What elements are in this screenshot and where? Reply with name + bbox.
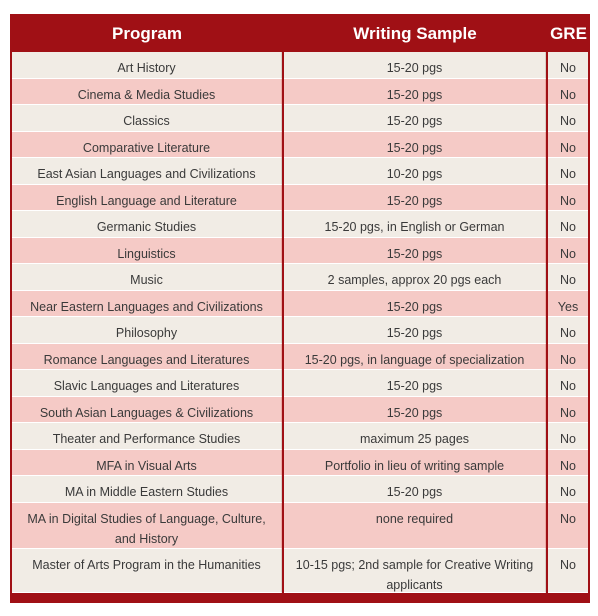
cell-writing-sample: 15-20 pgs bbox=[284, 52, 546, 79]
cell-writing-sample: 10-20 pgs bbox=[284, 158, 546, 185]
cell-writing-sample: 15-20 pgs, in language of specialization bbox=[284, 344, 546, 371]
cell-program: English Language and Literature bbox=[12, 185, 282, 212]
cell-program: Philosophy bbox=[12, 317, 282, 344]
cell-program: Music bbox=[12, 264, 282, 291]
cell-gre: No bbox=[548, 211, 588, 238]
cell-writing-sample: 15-20 pgs bbox=[284, 397, 546, 424]
cell-gre: No bbox=[548, 370, 588, 397]
cell-program: Linguistics bbox=[12, 238, 282, 265]
table-row bbox=[12, 52, 588, 79]
cell-writing-sample: 15-20 pgs bbox=[284, 132, 546, 159]
table-row bbox=[12, 132, 588, 159]
cell-gre: No bbox=[548, 79, 588, 106]
cell-writing-sample: 15-20 pgs bbox=[284, 291, 546, 318]
cell-program: Theater and Performance Studies bbox=[12, 423, 282, 450]
table-row bbox=[12, 549, 588, 593]
cell-writing-sample: 15-20 pgs bbox=[284, 317, 546, 344]
table-row bbox=[12, 450, 588, 477]
cell-program: East Asian Languages and Civilizations bbox=[12, 158, 282, 185]
header-program: Program bbox=[112, 24, 182, 43]
cell-writing-sample: none required bbox=[284, 503, 546, 549]
cell-gre: No bbox=[548, 132, 588, 159]
cell-writing-sample: 10-15 pgs; 2nd sample for Creative Writing applicants bbox=[284, 549, 546, 593]
cell-gre: No bbox=[548, 238, 588, 265]
cell-gre: Yes bbox=[548, 291, 588, 318]
table-row bbox=[12, 397, 588, 424]
table-row bbox=[12, 79, 588, 106]
cell-program: MA in Digital Studies of Language, Culture, and History bbox=[12, 503, 282, 549]
table-row bbox=[12, 105, 588, 132]
cell-gre: No bbox=[548, 52, 588, 79]
cell-gre: No bbox=[548, 423, 588, 450]
header-writing-sample: Writing Sample bbox=[353, 24, 477, 43]
cell-writing-sample: 2 samples, approx 20 pgs each bbox=[284, 264, 546, 291]
cell-program: Germanic Studies bbox=[12, 211, 282, 238]
cell-gre: No bbox=[548, 503, 588, 549]
cell-writing-sample: 15-20 pgs bbox=[284, 238, 546, 265]
cell-writing-sample: 15-20 pgs, in English or German bbox=[284, 211, 546, 238]
cell-writing-sample: 15-20 pgs bbox=[284, 105, 546, 132]
table-row bbox=[12, 503, 588, 549]
table-row bbox=[12, 370, 588, 397]
cell-program: Master of Arts Program in the Humanities bbox=[12, 549, 282, 593]
cell-gre: No bbox=[548, 185, 588, 212]
cell-gre: No bbox=[548, 344, 588, 371]
cell-gre: No bbox=[548, 158, 588, 185]
cell-writing-sample: maximum 25 pages bbox=[284, 423, 546, 450]
table-row bbox=[12, 211, 588, 238]
table-row bbox=[12, 264, 588, 291]
cell-program: Classics bbox=[12, 105, 282, 132]
cell-gre: No bbox=[548, 397, 588, 424]
table-row bbox=[12, 185, 588, 212]
cell-program: Romance Languages and Literatures bbox=[12, 344, 282, 371]
cell-writing-sample: 15-20 pgs bbox=[284, 185, 546, 212]
cell-gre: No bbox=[548, 450, 588, 477]
cell-program: Comparative Literature bbox=[12, 132, 282, 159]
cell-program: South Asian Languages & Civilizations bbox=[12, 397, 282, 424]
cell-program: MA in Middle Eastern Studies bbox=[12, 476, 282, 503]
cell-program: Cinema & Media Studies bbox=[12, 79, 282, 106]
cell-writing-sample: 15-20 pgs bbox=[284, 370, 546, 397]
table-header bbox=[10, 14, 590, 52]
table-row bbox=[12, 317, 588, 344]
cell-gre: No bbox=[548, 549, 588, 593]
cell-gre: No bbox=[548, 476, 588, 503]
cell-program: MFA in Visual Arts bbox=[12, 450, 282, 477]
cell-gre: No bbox=[548, 264, 588, 291]
cell-writing-sample: 15-20 pgs bbox=[284, 476, 546, 503]
cell-program: Slavic Languages and Literatures bbox=[12, 370, 282, 397]
table-row bbox=[12, 344, 588, 371]
cell-writing-sample: 15-20 pgs bbox=[284, 79, 546, 106]
table-row bbox=[12, 291, 588, 318]
cell-gre: No bbox=[548, 105, 588, 132]
cell-gre: No bbox=[548, 317, 588, 344]
table-row bbox=[12, 423, 588, 450]
table-row bbox=[12, 158, 588, 185]
programs-table bbox=[10, 14, 590, 603]
header-gre: GRE bbox=[550, 24, 587, 43]
table-row bbox=[12, 238, 588, 265]
table-row bbox=[12, 476, 588, 503]
cell-program: Near Eastern Languages and Civilizations bbox=[12, 291, 282, 318]
cell-writing-sample: Portfolio in lieu of writing sample bbox=[284, 450, 546, 477]
cell-program: Art History bbox=[12, 52, 282, 79]
